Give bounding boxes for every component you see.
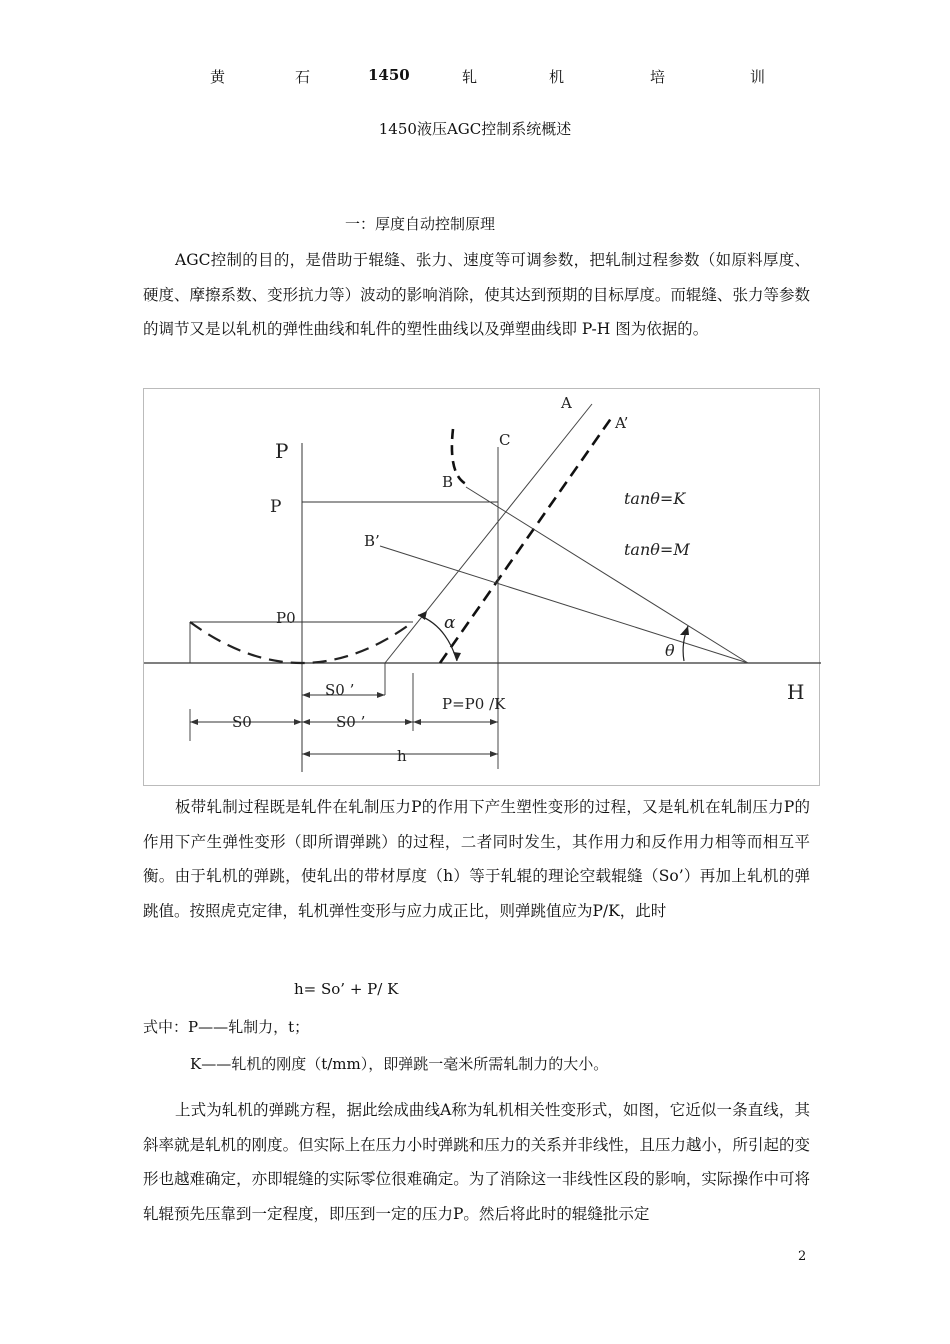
label-s0-prime: S0 ’ [336,713,366,731]
ph-diagram [143,388,820,786]
label-p-eq: P=P0 /K [442,695,506,713]
paragraph-spring-curve: 上式为轧机的弹跳方程，据此绘成曲线A称为轧机相关性变形式，如图，它近似一条直线，其斜率就是轧机的刚度。但实际上在压力小时弹跳和压力的关系并非线性，且压力越小，所引起的变形也越难确定，亦即辊缝的实际零位很难确定。为了消除这一非线性区段的影响，实际操作中可将轧辊预先压靠到一定程度，即压到一定的压力P。然后将此时的辊缝批示定 [143,1101,810,1223]
document-title: 1450液压AGC控制系统概述 [378,120,572,138]
header-char: 训 [750,68,766,86]
label-a: A [561,394,572,412]
curve-a-line [385,404,592,663]
label-p-axis: P [275,439,289,463]
label-h: h [397,747,407,765]
theta-arrow-head [680,626,689,635]
label-alpha: α [444,613,456,633]
label-b-prime: B’ [364,532,380,550]
label-tan-k: tanθ=K [624,489,686,508]
curve-b-line [466,487,748,663]
label-p0: P0 [276,609,296,627]
label-a-prime: A’ [615,414,629,432]
label-s0-prime-top: S0 ’ [325,681,355,699]
curve-a-prime-line [440,417,612,663]
alpha-arrow-head [453,652,461,661]
header-char: 机 [549,68,565,86]
where-k-definition: K——轧机的刚度（t/mm），即弹跳一毫米所需轧制力的大小。 [190,1055,609,1073]
paragraph-intro: AGC控制的目的，是借助于辊缝、张力、速度等可调参数，把轧制过程参数（如原料厚度、硬度、摩擦系数、变形抗力等）波动的影响消除，使其达到预期的目标厚度。而辊缝、张力等参数的调节又是以轧机的弹性曲线和轧件的塑性曲线以及弹塑曲线即 P-H 图为依据的。 [143,251,810,338]
header-char: 黄 [210,68,226,86]
page-number: 2 [798,1249,807,1264]
header-char: 轧 [462,68,478,86]
header-char: 石 [295,68,311,86]
label-h-axis: H [787,680,805,704]
section-heading: 一：厚度自动控制原理 [345,215,496,233]
label-theta: θ [665,641,675,660]
ph-diagram-svg [144,389,821,787]
paragraph-elastic: 板带轧制过程既是轧件在轧制压力P的作用下产生塑性变形的过程，又是轧机在轧制压力P的作用下产生弹性变形（即所谓弹跳）的过程，二者同时发生，其作用力和反作用力相等而相互平衡。由于轧机的弹跳，使轧出的带材厚度（h）等于轧辊的理论空载辊缝（So’）再加上轧机的弹跳值。按照虎克定律，轧机弹性变形与应力成正比，则弹跳值应为P/K，此时 [143,798,810,920]
label-tan-m: tanθ=M [624,540,690,559]
label-b: B [442,473,454,491]
running-header [0,66,950,94]
label-c: C [499,431,511,449]
label-p-level: P [270,497,282,517]
header-char: 1450 [368,66,410,84]
spring-equation: h= So’ + P/ K [294,980,399,998]
label-s0: S0 [232,713,252,731]
where-p-definition: 式中：P——轧制力，t； [143,1018,310,1036]
header-char: 培 [650,68,666,86]
curve-b-hook [452,429,466,484]
curve-b-prime-line [380,546,748,663]
